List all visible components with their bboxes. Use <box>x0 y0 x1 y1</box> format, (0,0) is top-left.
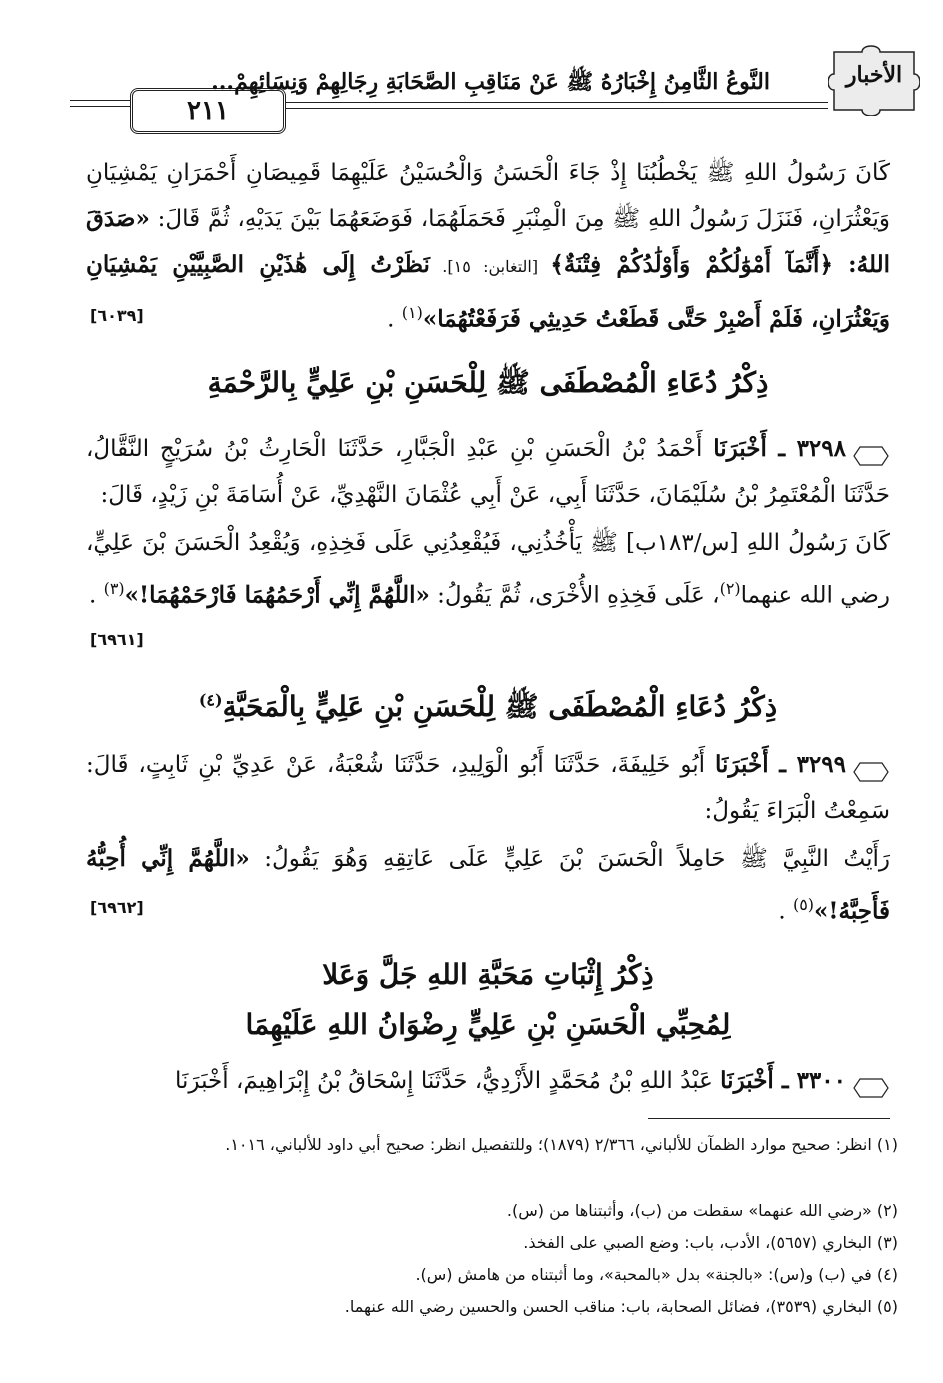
hadith-marker-icon <box>852 754 890 778</box>
isnad-text: عَبْدُ اللهِ بْنُ مُحَمَّدٍ الأَزْدِيُّ، حَدَّثَنَا إِسْحَاقُ بْنُ إِبْرَاهِيمَ، أَخْبَرَنَا <box>175 1068 721 1094</box>
hadith-matn <box>86 836 890 935</box>
hadith-marker-icon <box>852 438 890 462</box>
footnote-marker: (٤) <box>198 690 223 710</box>
sentence-end: . <box>387 306 402 333</box>
heading-text: ذِكْرُ دُعَاءِ الْمُصْطَفَى ﷺ لِلْحَسَنِ بْنِ عَلِيٍّ بِالْمَحَبَّةِ <box>222 690 778 723</box>
running-title: النَّوعُ الثَّامِنُ إِخْبَارُهُ ﷺ عَنْ مَنَاقِبِ الصَّحَابَةِ رِجَالِهِمْ وَنِسَائِهِمْ... <box>211 69 770 95</box>
header-rule-left <box>70 100 132 101</box>
footnote-marker: (٥) <box>792 895 815 914</box>
matn-text-cont: ، عَلَى فَخِذِهِ الأُخْرَى، ثُمَّ يَقُولُ: <box>429 582 720 609</box>
sentence-end: . <box>88 582 104 609</box>
footnote-4: (٤) في (ب) و(س): «بالجنة» بدل «بالمحبة»، وما أثبتناه من هامش (س). <box>415 1265 898 1284</box>
quran-reference: [التغابن: ١٥]. <box>429 257 551 276</box>
page-number: ٢١١ <box>130 88 286 134</box>
section-heading-line2: لِمُحِبِّي الْحَسَنِ بْنِ عَلِيٍّ رِضْوَانُ اللهِ عَلَيْهِمَا <box>245 1008 731 1041</box>
hadith-text-continuation <box>86 150 890 343</box>
hadith-isnad <box>86 426 890 518</box>
matn-text: كَانَ رَسُولُ اللهِ ﷺ يَخْطُبُنَا إِذْ جَاءَ الْحَسَنُ وَالْحُسَيْنُ عَلَيْهِمَا قَمِيصَانِ أَحْمَرَانِ يَمْشِيَانِ وَيَعْثُرَانِ، فَنَزَلَ رَسُولُ اللهِ ﷺ مِنَ الْمِنْبَرِ فَحَمَلَهُمَا، فَوَضَعَهُمَا بَيْنَ يَدَيْهِ، ثُمَّ قَالَ: <box>86 160 890 232</box>
quote-opening: «صَدَقَ اللهُ: <box>86 205 891 278</box>
footnote-separator <box>648 1118 890 1119</box>
section-heading <box>86 690 890 730</box>
hadith-isnad <box>86 1058 890 1104</box>
hadith-matn <box>86 520 890 619</box>
header-rule-right-2 <box>280 108 828 109</box>
matn-text: كَانَ رَسُولُ اللهِ [س/١٨٣ب] ﷺ يَأْخُذُنِي، فَيُقْعِدُنِي عَلَى فَخِذِهِ، وَيُقْعِدُ الْحَسَنَ بْنَ عَلِيٍّ، رضي الله عنهما <box>86 530 890 609</box>
hadith-ref-number: [٦٩٦١] <box>90 630 144 649</box>
hadith-ref-number: [٦٠٣٩] <box>90 306 144 325</box>
footnote-marker: (٢) <box>719 579 741 598</box>
hadith-number: ٣٢٩٩ ـ أَخْبَرَنَا <box>714 751 846 778</box>
footnote-3: (٣) البخاري (٥٦٥٧)، الأدب، باب: وضع الصبي على الفخذ. <box>523 1233 898 1252</box>
isnad-text: أَبُو خَلِيفَةَ، حَدَّثَنَا أَبُو الْوَلِيدِ، حَدَّثَنَا شُعْبَةُ، عَنْ عَدِيِّ بْنِ ثَابِتٍ، قَالَ: سَمِعْتُ الْبَرَاءَ يَقُولُ: <box>86 752 890 824</box>
sentence-end: . <box>778 898 793 925</box>
hadith-isnad <box>86 742 890 834</box>
prophet-quote: «اللَّهُمَّ إِنِّي أُحِبُّهُ فَأَحِبَّهُ!» <box>86 845 890 925</box>
footnote-5: (٥) البخاري (٣٥٣٩)، فضائل الصحابة، باب: مناقب الحسن والحسين رضي الله عنهما. <box>344 1297 898 1316</box>
footnote-1: (١) انظر: صحيح موارد الظمآن للألباني، ٢/٣٦٦ (١٨٧٩)؛ وللتفصيل انظر: صحيح أبي داود للألباني، ١٠١٦. <box>225 1135 898 1154</box>
section-badge <box>828 44 920 116</box>
hadith-marker-icon <box>852 1070 890 1094</box>
hadith-number: ٣٣٠٠ ـ أَخْبَرَنَا <box>720 1067 846 1094</box>
hadith-ref-number: [٦٩٦٢] <box>90 898 144 917</box>
badge-label: الأخبار <box>845 62 903 88</box>
isnad-text: أَحْمَدُ بْنُ الْحَسَنِ بْنِ عَبْدِ الْجَبَّارِ، حَدَّثَنَا الْحَارِثُ بْنُ سُرَيْجٍ النَّقَّالُ، حَدَّثَنَا الْمُعْتَمِرُ بْنُ سُلَيْمَانَ، حَدَّثَنَا أَبِي، عَنْ أَبِي عُثْمَانَ النَّهْدِيِّ، عَنْ أُسَامَةَ بْنِ زَيْدٍ، قَالَ: <box>86 436 890 508</box>
section-heading: ذِكْرُ دُعَاءِ الْمُصْطَفَى ﷺ لِلْحَسَنِ بْنِ عَلِيٍّ بِالرَّحْمَةِ <box>207 366 769 399</box>
hadith-number: ٣٢٩٨ ـ أَخْبَرَنَا <box>713 435 846 462</box>
footnote-marker: (١) <box>401 303 423 322</box>
footnote-marker: (٣) <box>103 579 125 598</box>
header-rule-left-2 <box>70 106 132 107</box>
quote-text: نَظَرْتُ إِلَى هَٰذَيْنِ الصَّبِيَّيْنِ يَمْشِيَانِ وَيَعْثُرَانِ، فَلَمْ أَصْبِرْ حَتَّى قَطَعْتُ حَدِيثِي فَرَفَعْتُهُمَا» <box>86 251 890 333</box>
matn-text: رَأَيْتُ النَّبِيَّ ﷺ حَامِلاً الْحَسَنَ بْنَ عَلِيٍّ عَلَى عَاتِقِهِ وَهُوَ يَقُولُ: <box>249 846 890 872</box>
header-rule-right <box>280 102 828 103</box>
prophet-quote: «اللَّهُمَّ إِنِّي أَرْحَمُهُمَا فَارْحَمْهُمَا!» <box>124 581 430 609</box>
page-header <box>70 40 920 130</box>
section-heading-line1: ذِكْرُ إِثْبَاتِ مَحَبَّةِ اللهِ جَلَّ وَعَلا <box>322 958 654 991</box>
footnote-2: (٢) «رضي الله عنهما» سقطت من (ب)، وأثبتناها من (س). <box>506 1201 898 1220</box>
quran-verse: ﴿أَنَّمَآ أَمْوَٰلُكُمْ وَأَوْلَٰدُكُمْ فِتْنَةٌ﴾ <box>550 251 833 278</box>
